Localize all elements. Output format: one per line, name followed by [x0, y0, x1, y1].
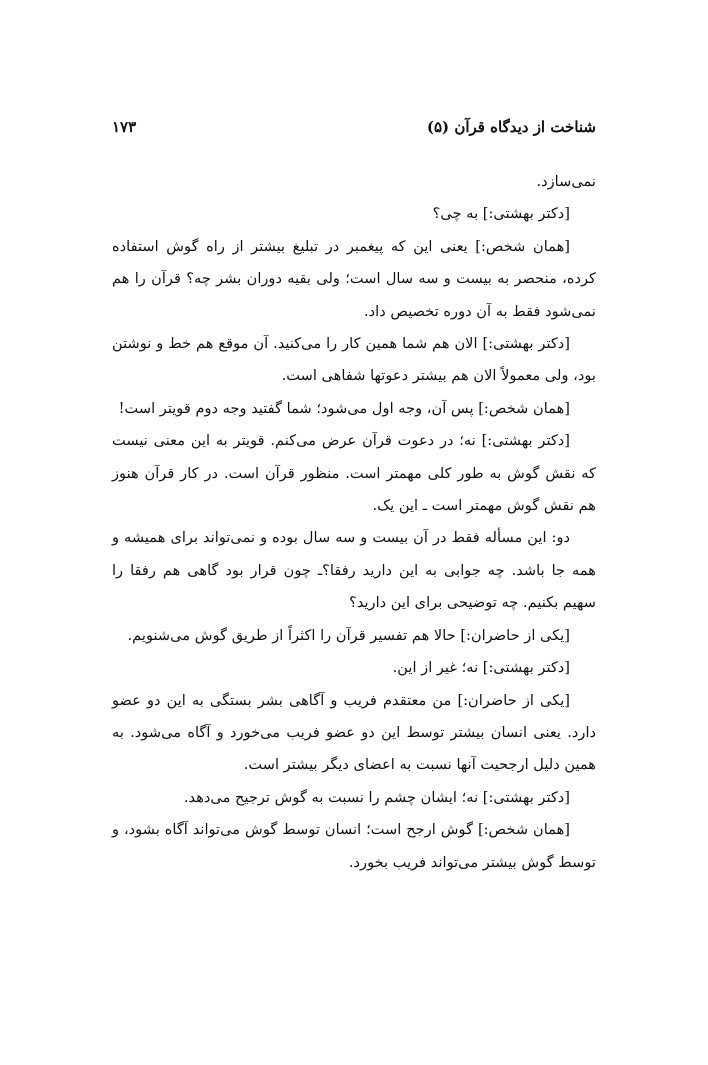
paragraph-2: [دکتر بهشتی:] به چی؟	[432, 205, 570, 223]
paragraph-7: دو: این مسأله فقط در آن بیست و سه سال بوده و نمی‌تواند برای همیشه و همه جا باشد. چه جوابی به این دارید رفقا؟ـ چون قرار بود گاهی هم رفقا را سهیم بکنیم. چه توضیحی برای این دارید؟	[112, 529, 596, 612]
paragraph-4: [دکتر بهشتی:] الان هم شما همین کار را می‌کنید. آن موقع هم خط و نوشتن بود، ولی معمولاً الان هم بیشتر دعوتها شفاهی است.	[112, 335, 596, 385]
page-number: ۱۷۳	[112, 118, 137, 136]
paragraph-10: [یکی از حاضران:] من معتقدم فریب و آگاهی بشر بستگی به این دو عضو دارد. یعنی انسان بیشتر توسط این دو عضو فریب می‌خورد و آگاه می‌شود. به همین دلیل ارجحیت آنها نسبت به اعضای دیگر بیشتر است.	[112, 691, 596, 774]
paragraph-6: [دکتر بهشتی:] نه؛ در دعوت قرآن عرض می‌کنم. قویتر به این معنی نیست که نقش گوش به طور کلی مهمتر است. منظور قرآن است. در کار قرآن هنوز هم نقش گوش مهمتر است ـ این یک.	[112, 432, 596, 515]
paragraph-3: [همان شخص:] یعنی این که پیغمبر در تبلیغ بیشتر از راه گوش استفاده کرده، منحصر به بیست و سه سال است؛ ولی بقیه دوران بشر چه؟ قرآن را هم نمی‌شود فقط به آن دوره تخصیص داد.	[112, 237, 596, 320]
paragraph-11: [دکتر بهشتی:] نه؛ ایشان چشم را نسبت به گوش ترجیح می‌دهد.	[183, 788, 570, 806]
paragraph-5: [همان شخص:] پس آن، وجه اول می‌شود؛ شما گفتید وجه دوم قویتر است!	[118, 399, 570, 417]
paragraph-9: [دکتر بهشتی:] نه؛ غیر از این.	[392, 659, 570, 677]
paragraph-8: [یکی از حاضران:] حالا هم تفسیر قرآن را اکثراً از طریق گوش می‌شنویم.	[127, 626, 570, 644]
paragraph-12: [همان شخص:] گوش ارجح است؛ انسان توسط گوش می‌تواند آگاه بشود، و توسط گوش بیشتر می‌تواند فریب بخورد.	[112, 821, 596, 871]
page-body	[112, 166, 596, 879]
running-header	[112, 118, 596, 144]
paragraph-1: نمی‌سازد.	[536, 173, 596, 190]
chapter-title: شناخت از دیدگاه قرآن (۵)	[426, 118, 596, 136]
